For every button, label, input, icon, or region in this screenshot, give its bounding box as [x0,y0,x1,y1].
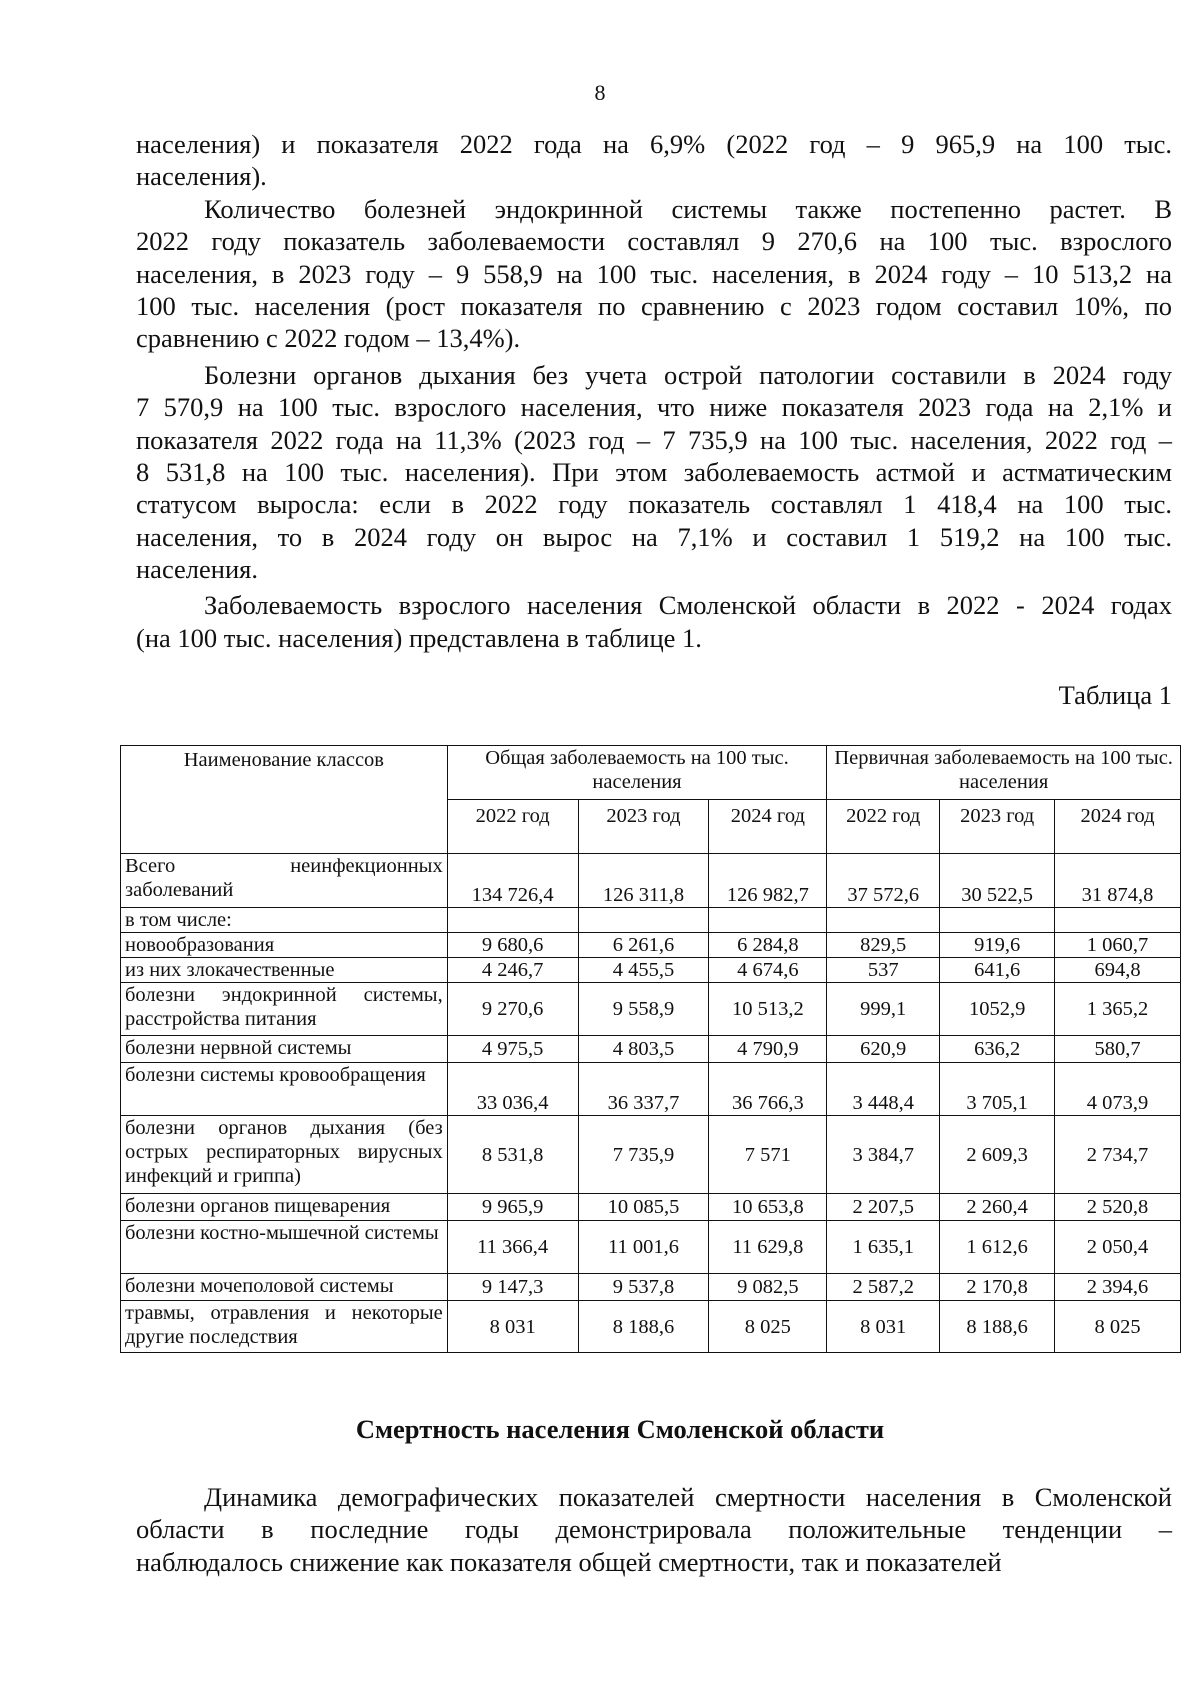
row-value: 1052,9 [940,983,1055,1036]
row-name: болезни эндокринной системы, расстройства питания [121,983,448,1036]
row-value: 2 587,2 [827,1274,940,1301]
row-value: 8 025 [1055,1301,1181,1353]
table-row [121,933,1181,958]
row-name: в том числе: [121,908,448,933]
row-value: 9 965,9 [447,1194,578,1221]
page-number: 8 [594,80,606,105]
row-value: 537 [827,958,940,983]
header-year: 2024 год [709,800,827,854]
row-name: болезни системы кровообращения [121,1063,448,1116]
row-value: 829,5 [827,933,940,958]
text-line: населения, в 2023 году – 9 558,9 на 100 тыс. населения, в 2024 году – 10 513,2 на [136,258,1172,289]
row-value: 9 082,5 [709,1274,827,1301]
row-value: 580,7 [1055,1036,1181,1063]
row-value: 9 558,9 [578,983,709,1036]
table-row [121,1063,1181,1116]
paragraph [136,359,1172,586]
text-line: 2022 году показатель заболеваемости составлял 9 270,6 на 100 тыс. взрослого [136,226,1172,257]
paragraph [136,193,1172,355]
text-line: статусом выросла: если в 2022 году показатель составлял 1 418,4 на 100 тыс. [136,489,1172,520]
body-text-bottom [136,1481,1172,1578]
row-value: 2 520,8 [1055,1194,1181,1221]
row-value [1055,908,1181,933]
table-row [121,983,1181,1036]
row-value: 4 790,9 [709,1036,827,1063]
table-row [121,1194,1181,1221]
row-value: 7 571 [709,1116,827,1194]
morbidity-table [120,745,1181,1353]
text-line: области в последние годы демонстрировала положительные тенденции – [136,1514,1172,1545]
row-value: 1 635,1 [827,1221,940,1274]
row-value: 2 207,5 [827,1194,940,1221]
row-name: из них злокачественные [121,958,448,983]
header-year: 2023 год [940,800,1055,854]
row-value: 9 270,6 [447,983,578,1036]
text-line: (на 100 тыс. населения) представлена в таблице 1. [136,622,702,653]
row-value: 10 653,8 [709,1194,827,1221]
row-value: 9 147,3 [447,1274,578,1301]
text-line: Заболеваемость взрослого населения Смоленской области в 2022 - 2024 годах [204,590,1172,621]
paragraph [136,1481,1172,1578]
row-name: болезни мочеполовой системы [121,1274,448,1301]
text-line: 7 570,9 на 100 тыс. взрослого населения, что ниже показателя 2023 года на 2,1% и [136,392,1172,423]
header-primary: Первичная заболеваемость на 100 тыс. населения [827,746,1181,800]
row-name: новообразования [121,933,448,958]
row-value: 11 366,4 [447,1221,578,1274]
text-line: Динамика демографических показателей смертности населения в Смоленской [204,1482,1172,1512]
row-value: 1 365,2 [1055,983,1181,1036]
row-value: 8 031 [447,1301,578,1353]
row-value: 8 188,6 [578,1301,709,1353]
row-value: 8 531,8 [447,1116,578,1194]
row-value: 7 735,9 [578,1116,709,1194]
row-value: 694,8 [1055,958,1181,983]
row-value: 10 085,5 [578,1194,709,1221]
row-value [827,908,940,933]
text-line: Количество болезней эндокринной системы также постепенно растет. В [204,193,1172,224]
row-value [709,908,827,933]
header-year: 2023 год [578,800,709,854]
row-value: 999,1 [827,983,940,1036]
row-name: Всего неинфекционных заболеваний [121,854,448,908]
text-line: Болезни органов дыхания без учета острой патологии составили в 2024 году [204,359,1172,390]
row-name: травмы, отравления и некоторые другие последствия [121,1301,448,1353]
row-value: 134 726,4 [447,854,578,908]
row-value: 3 705,1 [940,1063,1055,1116]
text-line: населения, то в 2024 году он вырос на 7,1% и составил 1 519,2 на 100 тыс. [136,521,1172,552]
row-value: 9 537,8 [578,1274,709,1301]
paragraph [136,128,1172,193]
row-name: болезни нервной системы [121,1036,448,1063]
row-value: 1 060,7 [1055,933,1181,958]
row-value: 11 629,8 [709,1221,827,1274]
row-value: 31 874,8 [1055,854,1181,908]
row-value: 4 246,7 [447,958,578,983]
row-value: 30 522,5 [940,854,1055,908]
row-value [447,908,578,933]
text-line: населения. [136,554,258,585]
row-value: 8 188,6 [940,1301,1055,1353]
row-name: болезни костно-мышечной системы [121,1221,448,1274]
row-value: 2 609,3 [940,1116,1055,1194]
row-value: 11 001,6 [578,1221,709,1274]
row-value: 2 050,4 [1055,1221,1181,1274]
row-value: 3 448,4 [827,1063,940,1116]
header-name: Наименование классов [121,746,448,854]
section-heading: Смертность населения Смоленской области [355,1414,885,1444]
table-row [121,1301,1181,1353]
text-line: 100 тыс. населения (рост показателя по сравнению с 2023 годом составил 10%, по [136,290,1172,321]
row-value: 4 674,6 [709,958,827,983]
row-value: 641,6 [940,958,1055,983]
row-value: 36 766,3 [709,1063,827,1116]
row-value [940,908,1055,933]
row-value: 126 311,8 [578,854,709,908]
row-value: 2 170,8 [940,1274,1055,1301]
row-value: 8 031 [827,1301,940,1353]
text-line: населения) и показателя 2022 года на 6,9% (2022 год – 9 965,9 на 100 тыс. [136,129,1172,159]
row-value: 1 612,6 [940,1221,1055,1274]
row-value: 126 982,7 [709,854,827,908]
header-year: 2022 год [447,800,578,854]
row-value: 9 680,6 [447,933,578,958]
table-row [121,908,1181,933]
table-row [121,1221,1181,1274]
row-value: 33 036,4 [447,1063,578,1116]
header-year: 2024 год [1055,800,1181,854]
body-text-top [136,128,1172,654]
header-general: Общая заболеваемость на 100 тыс. населения [447,746,827,800]
table-row [121,854,1181,908]
header-year: 2022 год [827,800,940,854]
paragraph [136,589,1172,654]
table-row [121,958,1181,983]
row-value: 8 025 [709,1301,827,1353]
row-value: 2 260,4 [940,1194,1055,1221]
row-value: 4 073,9 [1055,1063,1181,1116]
row-value: 3 384,7 [827,1116,940,1194]
table-row [121,1036,1181,1063]
row-value: 4 975,5 [447,1036,578,1063]
row-value: 620,9 [827,1036,940,1063]
text-line: сравнению с 2022 годом – 13,4%). [136,323,521,354]
row-value: 36 337,7 [578,1063,709,1116]
row-value: 636,2 [940,1036,1055,1063]
row-value: 10 513,2 [709,983,827,1036]
row-name: болезни органов дыхания (без острых респираторных вирусных инфекций и гриппа) [121,1116,448,1194]
row-value: 2 734,7 [1055,1116,1181,1194]
text-line: показателя 2022 года на 11,3% (2023 год – 7 735,9 на 100 тыс. населения, 2022 год – [136,424,1172,455]
table-row [121,1274,1181,1301]
row-value: 4 803,5 [578,1036,709,1063]
row-value: 6 261,6 [578,933,709,958]
table-row [121,1116,1181,1194]
row-name: болезни органов пищеварения [121,1194,448,1221]
row-value: 919,6 [940,933,1055,958]
text-line: населения). [136,161,267,192]
row-value: 2 394,6 [1055,1274,1181,1301]
table-caption: Таблица 1 [1058,680,1172,710]
row-value [578,908,709,933]
row-value: 6 284,8 [709,933,827,958]
text-line: наблюдалось снижение как показателя общей смертности, так и показателей [136,1546,1002,1577]
row-value: 4 455,5 [578,958,709,983]
text-line: 8 531,8 на 100 тыс. населения). При этом заболеваемость астмой и астматическим [136,456,1172,487]
row-value: 37 572,6 [827,854,940,908]
